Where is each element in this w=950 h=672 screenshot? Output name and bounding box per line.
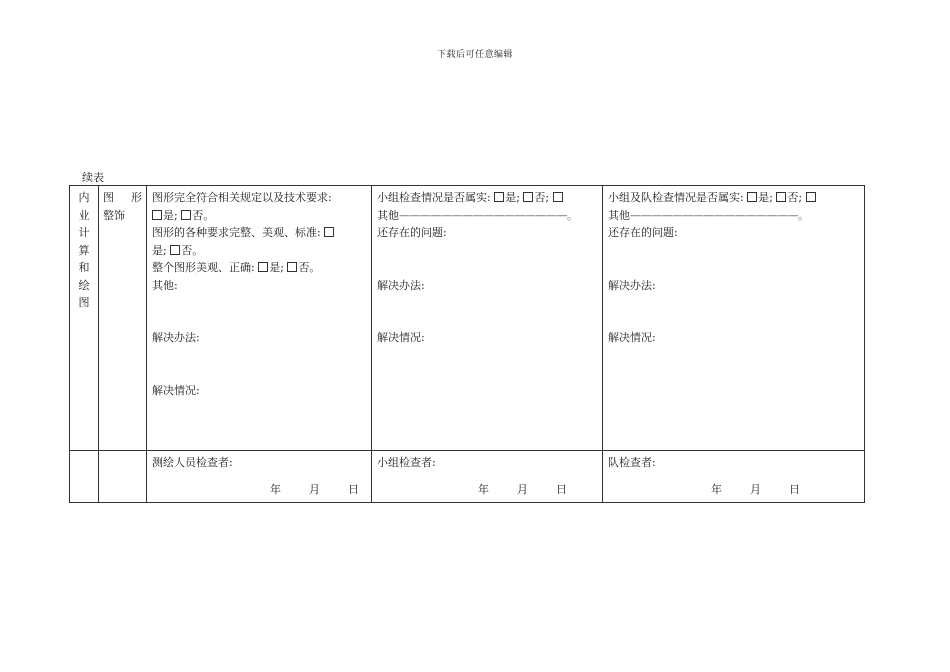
question-text: 小组及队检查情况是否属实: — [608, 191, 748, 204]
no-checkbox[interactable] — [523, 192, 533, 202]
other-label: 其他: — [152, 278, 178, 292]
solution-method-label: 解决办法: — [152, 331, 200, 344]
no-checkbox[interactable] — [181, 210, 191, 220]
no-label: 否; — [787, 191, 806, 204]
yes-label: 是; — [505, 191, 524, 204]
no-label: 否。 — [192, 208, 215, 222]
group-signature-cell[interactable] — [372, 451, 603, 503]
no-checkbox[interactable] — [776, 192, 786, 202]
category-char: 内 — [78, 191, 90, 204]
group-checker-label: 小组检查者: — [377, 456, 436, 469]
category-cell — [70, 186, 99, 451]
subcategory-char: 图 — [103, 191, 114, 204]
other-checkbox[interactable] — [553, 192, 563, 202]
fill-line: ————————————————。 — [630, 208, 809, 222]
no-checkbox[interactable] — [170, 245, 180, 255]
empty-cell — [70, 451, 99, 503]
no-label: 否。 — [181, 243, 204, 257]
yes-checkbox[interactable] — [747, 192, 757, 202]
subcategory-cell — [99, 186, 147, 451]
team-checker-label: 队检查者: — [608, 456, 656, 469]
fill-line: ————————————————。 — [399, 208, 578, 222]
other-label: 其他 — [377, 208, 399, 222]
solution-status-label: 解决情况: — [377, 331, 425, 344]
category-char: 业 — [78, 208, 90, 222]
category-char: 图 — [78, 296, 90, 309]
category-char: 计 — [78, 226, 90, 239]
yes-checkbox[interactable] — [494, 192, 504, 202]
solution-status-label: 解决情况: — [152, 383, 200, 397]
requirement-text: 图形完全符合相关规定以及技术要求: — [152, 191, 332, 204]
yes-checkbox[interactable] — [324, 227, 334, 237]
day-label: 日 — [556, 482, 567, 496]
yes-checkbox[interactable] — [152, 210, 162, 220]
team-signature-cell[interactable] — [603, 451, 865, 503]
yes-checkbox[interactable] — [258, 262, 268, 272]
date-line — [450, 481, 567, 499]
group-check-cell — [372, 186, 603, 451]
date-line — [242, 481, 359, 499]
no-checkbox[interactable] — [287, 262, 297, 272]
no-label: 否; — [534, 191, 553, 204]
yes-label: 是; — [758, 191, 777, 204]
yes-label: 是; — [163, 208, 182, 222]
designer-checker-label: 测绘人员检查者: — [152, 456, 233, 469]
year-label: 年 — [270, 482, 281, 496]
day-label: 日 — [789, 482, 800, 496]
remaining-issues-label: 还存在的问题: — [608, 226, 678, 239]
requirement-text: 整个图形美观、正确: — [152, 261, 259, 274]
inspection-table — [69, 185, 865, 503]
other-checkbox[interactable] — [806, 192, 816, 202]
yes-label: 是; — [269, 261, 288, 274]
table-row-signatures — [70, 451, 865, 503]
month-label: 月 — [517, 482, 528, 496]
solution-method-label: 解决办法: — [377, 278, 425, 292]
solution-status-label: 解决情况: — [608, 331, 656, 344]
table-row-content — [70, 186, 865, 451]
requirement-text: 图形的各种要求完整、美观、标准: — [152, 226, 325, 239]
year-label: 年 — [478, 482, 489, 496]
category-char: 算 — [78, 243, 90, 257]
month-label: 月 — [309, 482, 320, 496]
continued-label: 续表 — [82, 171, 104, 184]
subcategory-char: 形 — [131, 191, 142, 204]
remaining-issues-label: 还存在的问题: — [377, 226, 447, 239]
day-label: 日 — [348, 482, 359, 496]
designer-check-cell — [147, 186, 372, 451]
month-label: 月 — [750, 482, 761, 496]
designer-signature-cell[interactable] — [147, 451, 372, 503]
date-line — [683, 481, 800, 499]
yes-label: 是; — [152, 243, 171, 257]
year-label: 年 — [711, 482, 722, 496]
category-char: 和 — [78, 261, 90, 274]
question-text: 小组检查情况是否属实: — [377, 191, 495, 204]
category-char: 绘 — [78, 278, 90, 292]
solution-method-label: 解决办法: — [608, 278, 656, 292]
subcategory-label: 整饰 — [103, 208, 125, 222]
other-label: 其他 — [608, 208, 630, 222]
no-label: 否。 — [298, 261, 321, 274]
page-header: 下载后可任意编辑 — [436, 50, 513, 60]
empty-cell — [99, 451, 147, 503]
team-check-cell — [603, 186, 865, 451]
